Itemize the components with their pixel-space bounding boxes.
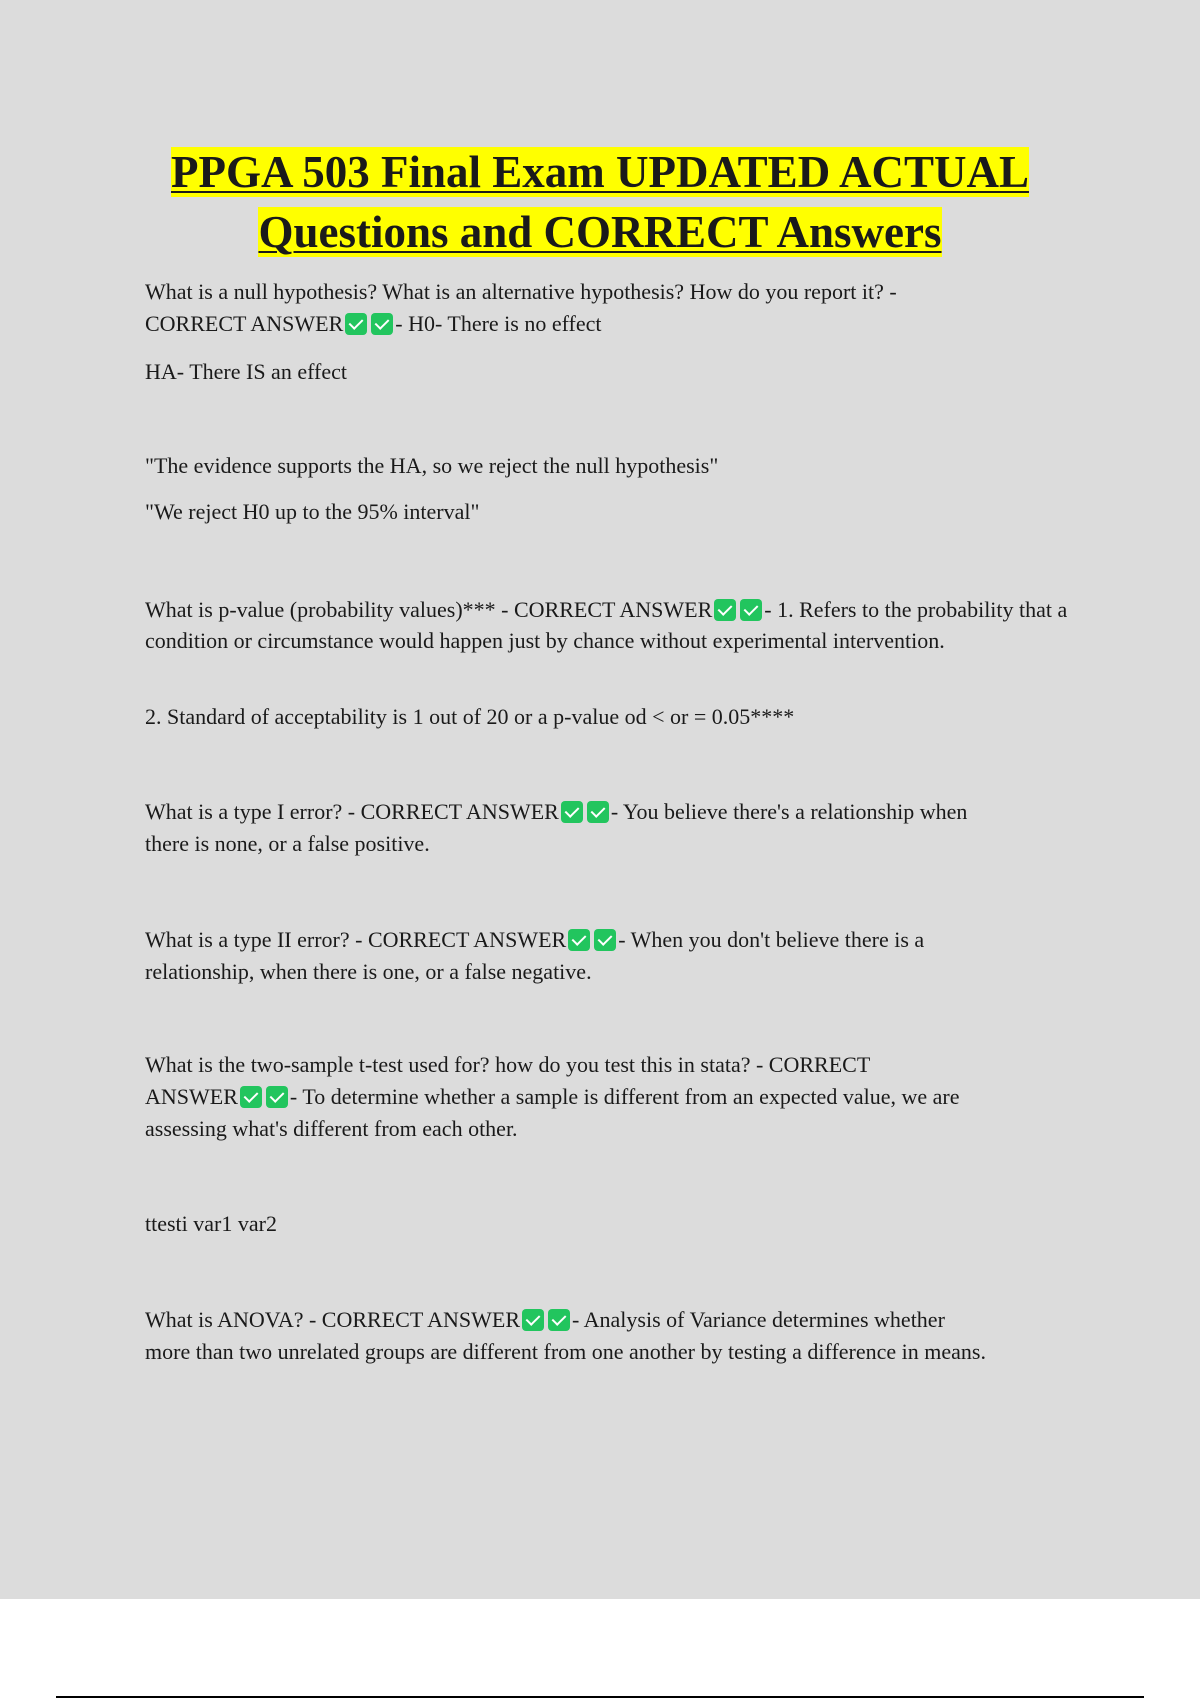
answer-text: - When you don't believe there is a — [618, 927, 925, 952]
check-mark-icon — [561, 801, 583, 823]
stata-command: ttesti var1 var2 — [145, 1211, 277, 1236]
check-mark-icon — [587, 801, 609, 823]
answer-text: - 1. Refers to the — [764, 597, 912, 622]
question-text: What is p-value (probability values)*** - CORRECT ANSWER — [145, 597, 713, 622]
answer-line: "The evidence supports the HA, so we reject the null hypothesis" — [145, 453, 719, 478]
answer-text: - You believe there's a relationship when — [610, 799, 968, 824]
answer-text: - H0- There is no effect — [395, 311, 602, 336]
answer-line: 2. Standard of acceptability is 1 out of 20 or a p-value od < or = 0.05**** — [145, 704, 795, 729]
check-mark-icon — [371, 313, 393, 335]
question-text: What is a type I error? - CORRECT ANSWER — [145, 799, 559, 824]
answer-continuation: there is none, or a false positive. — [145, 831, 430, 856]
document-title — [100, 142, 1100, 262]
footer-divider — [56, 1696, 1144, 1698]
qa-item-6 — [145, 1304, 1085, 1368]
check-mark-icon — [714, 599, 736, 621]
qa-item-4 — [145, 924, 1085, 988]
question-text: What is ANOVA? - CORRECT ANSWER — [145, 1307, 521, 1332]
answer-continuation: probability that a condition or circumstance would happen just by chance without experimental intervention. — [145, 597, 1068, 653]
answer-continuation: more than two unrelated groups are different from one another by testing a difference in means. — [145, 1339, 986, 1364]
check-mark-icon — [266, 1086, 288, 1108]
question-text: What is a null hypothesis? What is an alternative hypothesis? How do you report it? - — [145, 279, 897, 304]
check-mark-icon — [568, 929, 590, 951]
check-mark-icon — [345, 313, 367, 335]
qa-item-2 — [145, 594, 1085, 656]
question-text: What is the two-sample t-test used for? how do you test this in stata? - CORRECT — [145, 1052, 871, 1077]
qa-item-3 — [145, 796, 1085, 860]
answer-continuation: relationship, when there is one, or a false negative. — [145, 959, 592, 984]
check-mark-icon — [522, 1309, 544, 1331]
check-mark-icon — [594, 929, 616, 951]
check-mark-icon — [240, 1086, 262, 1108]
title-line-1: PPGA 503 Final Exam UPDATED ACTUAL — [171, 147, 1029, 197]
answer-continuation: assessing what's different from each other. — [145, 1116, 518, 1141]
answer-line: HA- There IS an effect — [145, 359, 347, 384]
qa-item-5 — [145, 1049, 1085, 1145]
correct-answer-label: ANSWER — [145, 1084, 238, 1109]
qa-item-1 — [145, 276, 1085, 340]
question-text: What is a type II error? - CORRECT ANSWER — [145, 927, 567, 952]
check-mark-icon — [548, 1309, 570, 1331]
answer-line: "We reject H0 up to the 95% interval" — [145, 499, 480, 524]
title-line-2: Questions and CORRECT Answers — [258, 207, 942, 257]
correct-answer-label: CORRECT ANSWER — [145, 311, 344, 336]
answer-text: - Analysis of Variance determines whether — [572, 1307, 945, 1332]
check-mark-icon — [740, 599, 762, 621]
answer-text: - To determine whether a sample is different from an expected value, we are — [289, 1084, 960, 1109]
